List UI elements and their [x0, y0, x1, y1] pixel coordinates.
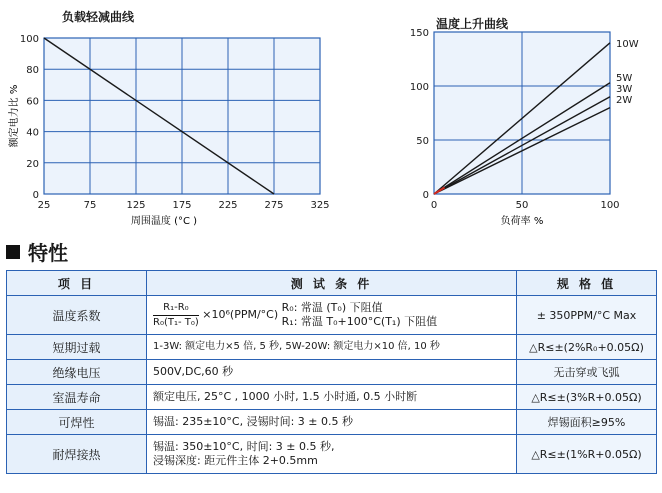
right-series-label: 5W [616, 72, 633, 84]
row-condition: 1-3W: 额定电力×5 倍, 5 秒, 5W-20W: 额定电力×10 倍, 10 秒 [147, 335, 517, 360]
derating-chart-title: 负载轻减曲线 [62, 10, 135, 24]
spec-table [6, 270, 657, 474]
right-y-tick-label: 100 [409, 82, 429, 93]
formula-fraction [153, 301, 199, 330]
table-row [7, 360, 657, 385]
right-series-label: 10W [616, 38, 639, 50]
table-row [7, 296, 657, 335]
section-heading [6, 237, 68, 266]
formula-denominator: R₀(T₁- T₀) [153, 316, 199, 328]
header-item: 项 目 [7, 271, 147, 296]
row-value: △R≤±(1%R+0.05Ω) [517, 435, 657, 474]
right-x-tick-label: 100 [600, 200, 620, 211]
table-row [7, 410, 657, 435]
row-condition: 500V,DC,60 秒 [147, 360, 517, 385]
left-x-tick-label: 175 [172, 200, 192, 211]
right-y-tick-label: 0 [422, 190, 429, 201]
row-item: 室温寿命 [7, 385, 147, 410]
r1-definition: R₁: 常温 T₀+100°C(T₁) 下阻值 [281, 315, 438, 328]
table-header-row [7, 271, 657, 296]
table-row [7, 335, 657, 360]
table-row [7, 435, 657, 474]
left-y-tick-label: 20 [26, 158, 39, 170]
formula-numerator: R₁-R₀ [153, 301, 199, 316]
derating-y-axis-label: 额定电力比 % [9, 84, 20, 148]
header-condition: 测 试 条 件 [147, 271, 517, 296]
left-y-tick-label: 40 [26, 127, 39, 139]
row-value: △R≤±(2%R₀+0.05Ω) [517, 335, 657, 360]
left-y-tick-label: 0 [32, 190, 39, 201]
derating-x-ticks [38, 200, 330, 211]
right-y-tick-label: 150 [409, 28, 429, 39]
row-condition: 锡温: 235±10°C, 浸锡时间: 3 ± 0.5 秒 [147, 410, 517, 435]
row-value: △R≤±(3%R+0.05Ω) [517, 385, 657, 410]
row-item: 温度系数 [7, 296, 147, 335]
temperature-rise-series-labels [616, 39, 639, 106]
row-condition: 额定电压, 25°C , 1000 小时, 1.5 小时通, 0.5 小时断 [147, 385, 517, 410]
right-x-tick-label: 0 [430, 200, 438, 211]
right-series-label: 3W [616, 83, 633, 95]
derating-y-ticks [20, 34, 39, 201]
r0-definition: R₀: 常温 (T₀) 下阻值 [281, 301, 383, 314]
heading-square-icon [6, 245, 20, 259]
left-x-tick-label: 325 [310, 200, 330, 211]
row-value: ± 350PPM/°C Max [517, 296, 657, 335]
row-condition [147, 296, 517, 335]
header-value: 规 格 值 [517, 271, 657, 296]
left-y-tick-label: 60 [26, 96, 39, 108]
left-x-tick-label: 25 [37, 200, 51, 211]
row-condition [147, 435, 517, 474]
row-item: 耐焊接热 [7, 435, 147, 474]
left-y-tick-label: 100 [19, 34, 39, 45]
formula-definitions [282, 301, 437, 329]
temperature-rise-x-axis-label: 负荷率 % [500, 216, 544, 227]
table-row [7, 385, 657, 410]
left-x-tick-label: 275 [264, 200, 284, 211]
temperature-rise-y-ticks [410, 28, 429, 201]
temperature-rise-chart [384, 24, 662, 232]
row-condition-line: 锡温: 350±10°C, 时间: 3 ± 0.5 秒, [153, 440, 335, 453]
formula-multiplier: ×10⁶(PPM/°C) [202, 308, 279, 321]
row-item: 可焊性 [7, 410, 147, 435]
left-x-tick-label: 225 [218, 200, 238, 211]
right-y-tick-label: 50 [416, 136, 429, 147]
left-y-tick-label: 80 [26, 65, 39, 77]
row-value: 焊锡面积≥95% [517, 410, 657, 435]
temperature-rise-chart-title: 温度上升曲线 [436, 17, 509, 31]
section-title: 特性 [28, 241, 68, 265]
row-condition-line: 浸锡深度: 距元件主体 2+0.5mm [153, 454, 318, 467]
right-x-tick-label: 50 [515, 200, 529, 211]
derating-chart [0, 24, 340, 232]
row-item: 短期过载 [7, 335, 147, 360]
left-x-tick-label: 75 [83, 200, 97, 211]
left-x-tick-label: 125 [126, 200, 146, 211]
temperature-rise-x-ticks [431, 200, 620, 211]
derating-x-axis-label: 周围温度 (°C ) [130, 216, 198, 227]
row-value: 无击穿或飞弧 [517, 360, 657, 385]
right-series-label: 2W [616, 94, 633, 106]
row-item: 绝缘电压 [7, 360, 147, 385]
